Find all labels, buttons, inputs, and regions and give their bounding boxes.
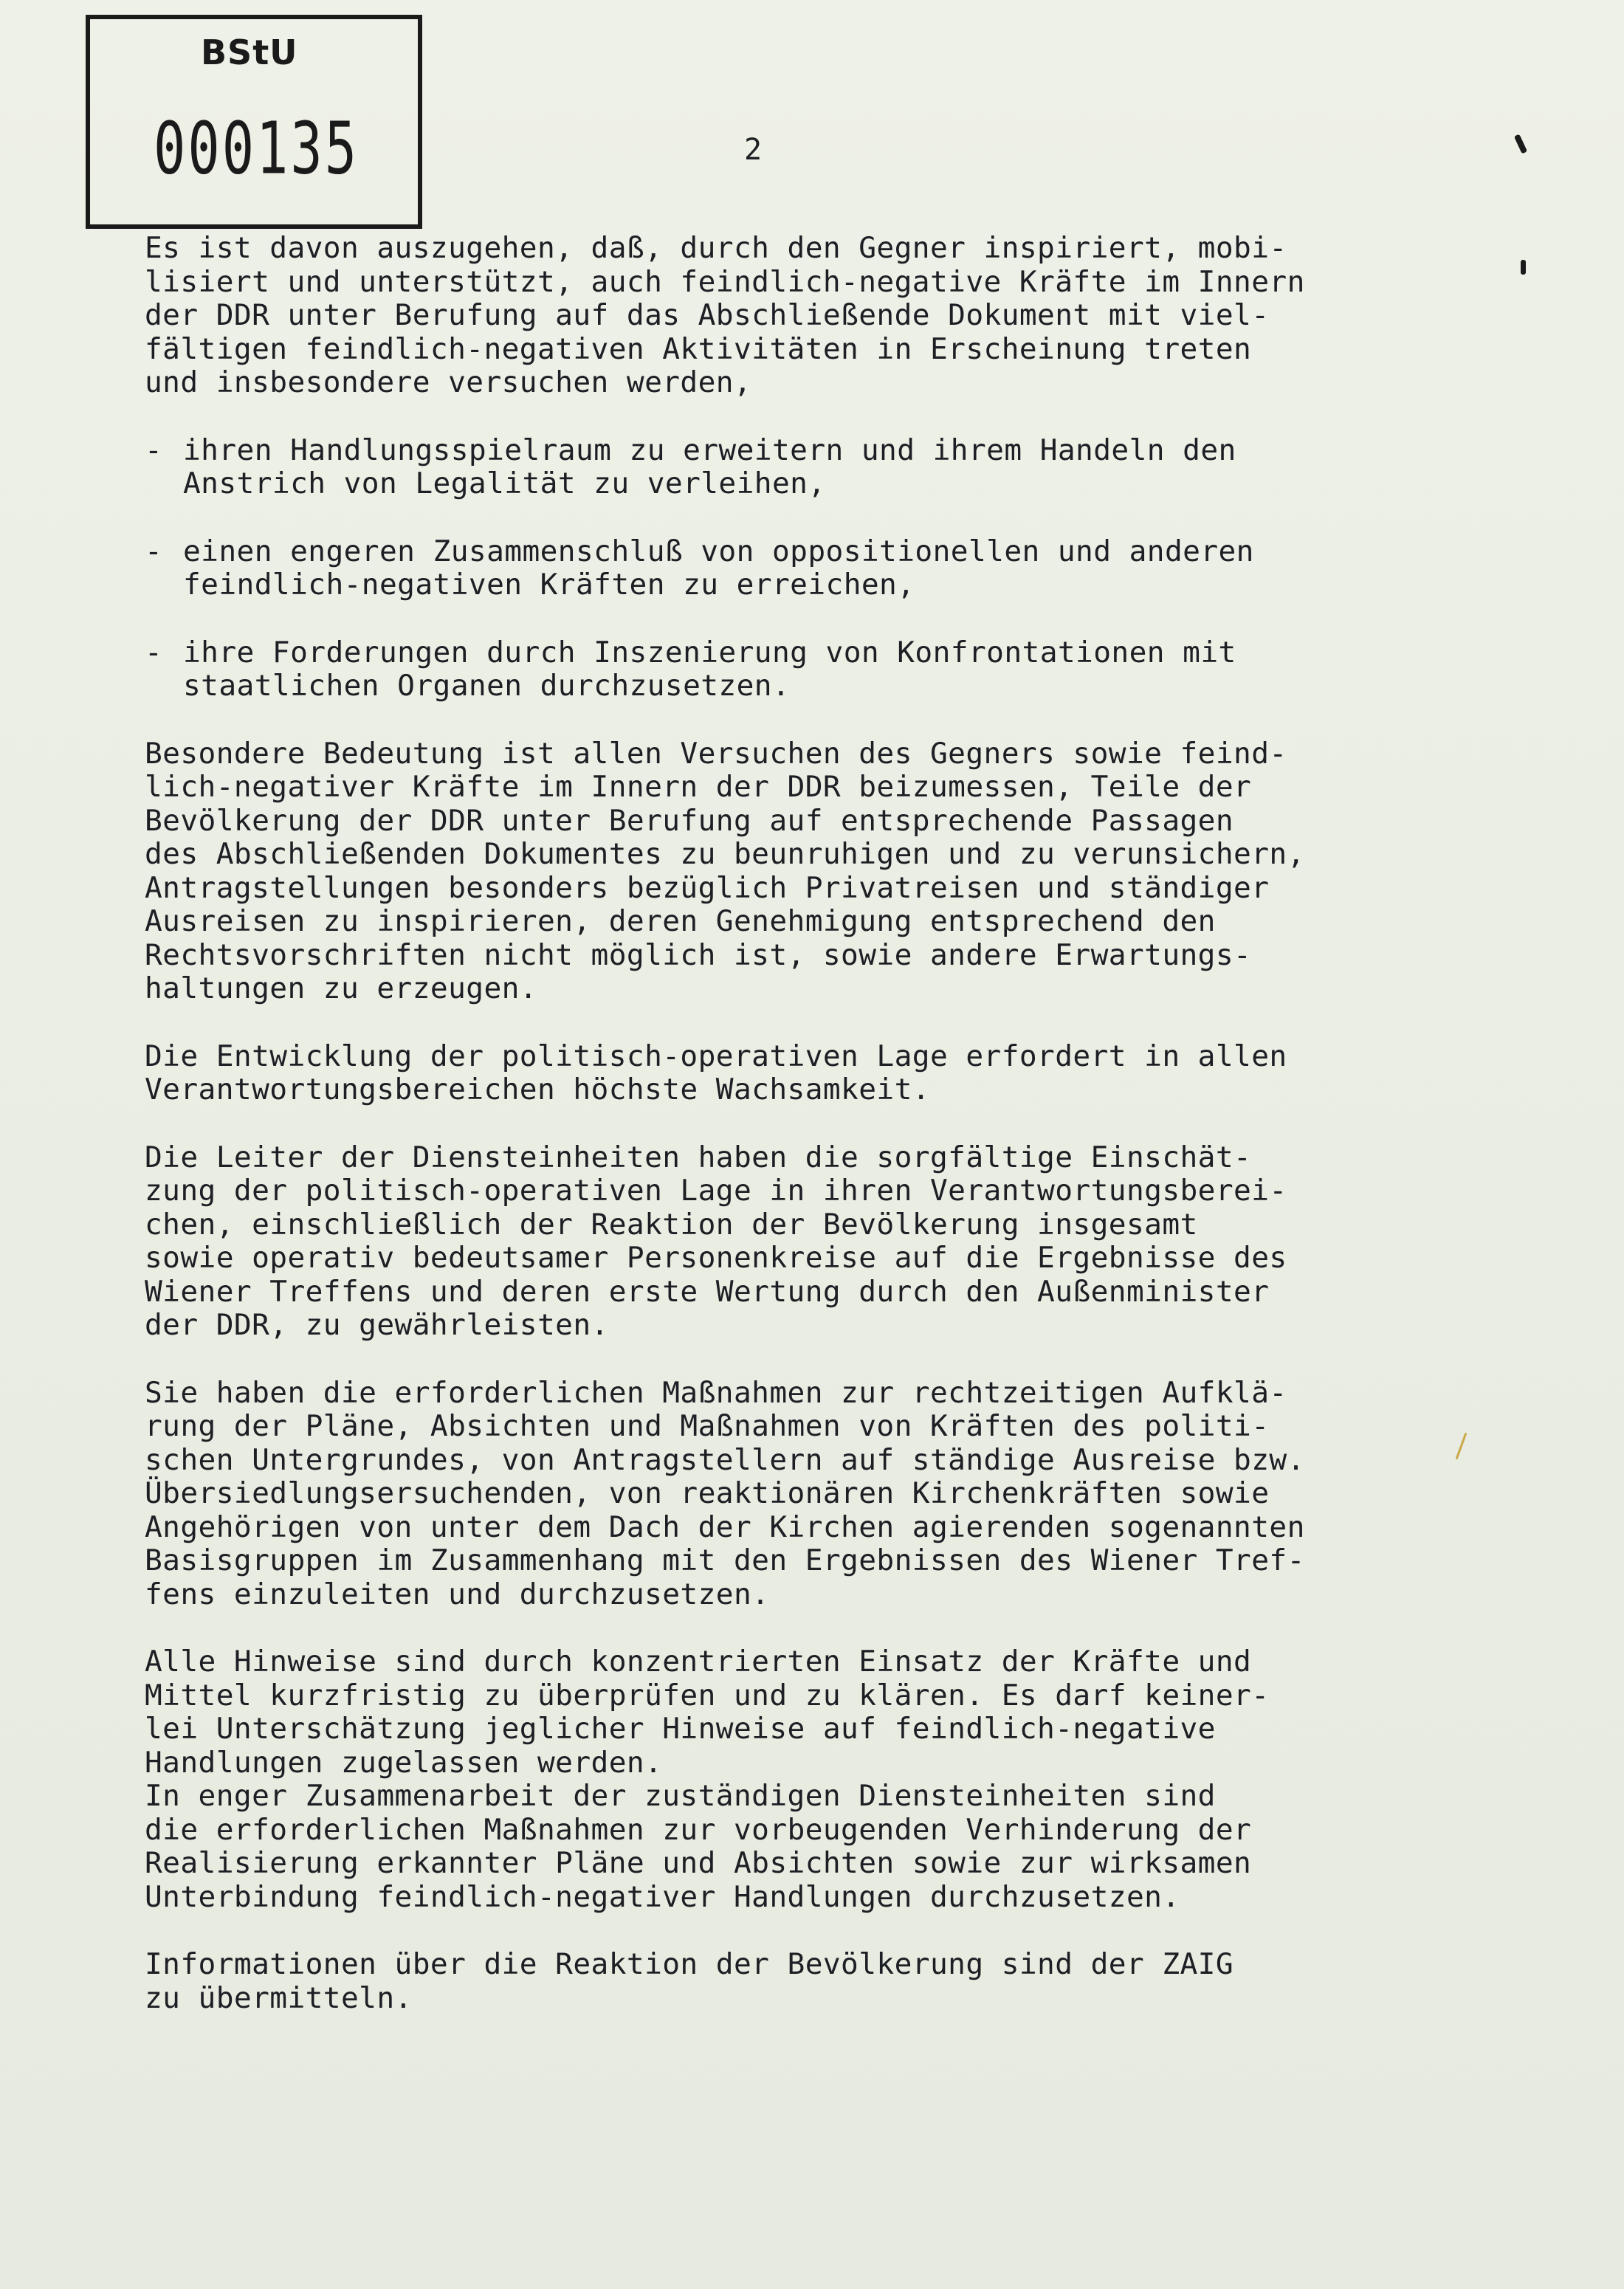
paragraph-intro: Es ist davon auszugehen, daß, durch den Gegner inspiriert, mobi- lisiert und unterstützt, auch feindlich-negative Kräfte im Innern der DDR unter Berufung auf das Abschließende Dokument mit viel- fältigen feindlich-negativen Aktivitäten in Erscheinung treten und insbesondere versuchen werden,: [145, 231, 1305, 399]
stamp-number: 000135: [154, 106, 359, 190]
margin-mark: [1521, 260, 1526, 275]
archive-stamp: [86, 15, 422, 229]
paragraph-hints: Alle Hinweise sind durch konzentrierten Einsatz der Kräfte und Mittel kurzfristig zu überprüfen und zu klären. Es darf keiner- lei Unterschätzung jeglicher Hinweise auf feindlich-negative Handlungen zugelassen werden.: [145, 1645, 1270, 1780]
margin-mark: [1514, 134, 1527, 154]
page-number: 2: [744, 133, 763, 167]
paragraph-vigilance: Die Entwicklung der politisch-operativen Lage erfordert in allen Verantwortungsbereichen höchste Wachsamkeit.: [145, 1039, 1287, 1106]
intent-list: [145, 434, 1510, 703]
paragraph-significance: Besondere Bedeutung ist allen Versuchen des Gegners sowie feind- lich-negativer Kräfte im Innern der DDR beizumessen, Teile der Bevölkerung der DDR unter Berufung auf entsprechende Passagen des Abschließenden Dokumentes zu beunruhigen und zu verunsichern, Antragstellungen besonders bezüglich Privatreisen und ständiger Ausreisen zu inspirieren, deren Genehmigung entsprechend den Rechtsvorschriften nicht möglich ist, sowie andere Erwartungs- haltungen zu erzeugen.: [145, 736, 1305, 1005]
document-body: [145, 232, 1510, 2049]
paragraph-assessment: Die Leiter der Diensteinheiten haben die sorgfältige Einschät- zung der politisch-operativen Lage in ihren Verantwortungsberei- chen, einschließlich der Reaktion der Bevölkerung insgesamt sowie operativ bedeutsamer Personenkreise auf die Ergebnisse des Wiener Treffens und deren erste Wertung durch den Außenminister der DDR, zu gewährleisten.: [145, 1140, 1287, 1342]
paragraph-measures: Sie haben die erforderlichen Maßnahmen zur rechtzeitigen Aufklä- rung der Pläne, Absichten und Maßnahmen von Kräften des politi- schen Untergrundes, von Antragstellern auf ständige Ausreise bzw. Übersiedlungsersuchenden, von reaktionären Kirchenkräften sowie Angehörigen von unter dem Dach der Kirchen agierenden sogenannten Basisgruppen im Zusammenhang mit den Ergebnissen des Wiener Tref- fens einzuleiten und durchzusetzen.: [145, 1375, 1305, 1611]
paragraph-information: Informationen über die Reaktion der Bevölkerung sind der ZAIG zu übermitteln.: [145, 1947, 1234, 2015]
paragraph-cooperation: In enger Zusammenarbeit der zuständigen Diensteinheiten sind die erforderlichen Maßnahmen zur vorbeugenden Verhinderung der Realisierung erkannter Pläne und Absichten sowie zur wirksamen Unterbindung feindlich-negativer Handlungen durchzusetzen.: [145, 1779, 1252, 1914]
list-item: - ihre Forderungen durch Inszenierung von Konfrontationen mit staatlichen Organen durchzusetzen.: [145, 636, 1510, 703]
stamp-organization: BStU: [201, 32, 298, 72]
list-item: - ihren Handlungsspielraum zu erweitern und ihrem Handeln den Anstrich von Legalität zu verleihen,: [145, 434, 1510, 501]
list-item: - einen engeren Zusammenschluß von oppositionellen und anderen feindlich-negativen Kräften zu erreichen,: [145, 535, 1510, 602]
